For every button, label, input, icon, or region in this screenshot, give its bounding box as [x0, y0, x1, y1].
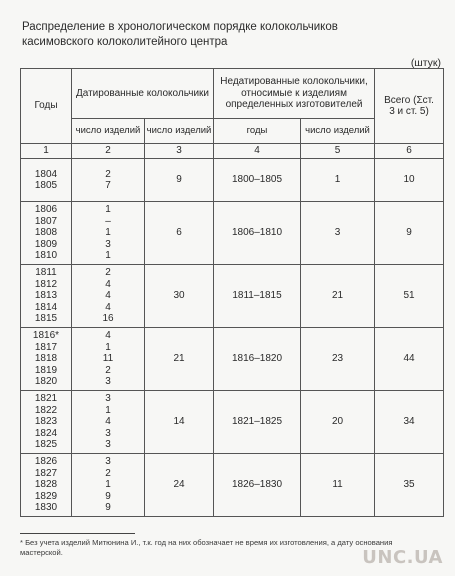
count-value: 4: [105, 301, 111, 313]
bells-table: [20, 68, 444, 517]
count-value: 16: [102, 313, 114, 325]
year-value: 1804: [34, 168, 58, 180]
count-value: –: [105, 215, 111, 227]
count-value: 2: [105, 168, 111, 180]
year-value: 1828: [34, 479, 58, 491]
year-value: 1813: [34, 290, 58, 302]
year-value: 1825: [34, 439, 58, 451]
range-cell: 1811–1815: [214, 265, 301, 328]
years-cell: [21, 454, 72, 517]
header-undated: Недатированные колокольчики, относимые к изделиям определенных изготовителей: [214, 69, 375, 119]
years-cell: [21, 391, 72, 454]
total-cell: 35: [375, 454, 444, 517]
count-value: 4: [105, 290, 111, 302]
total-cell: 34: [375, 391, 444, 454]
col-number: 5: [301, 144, 375, 159]
year-value: 1809: [34, 238, 58, 250]
count-value: 1: [105, 479, 111, 491]
table-row: [21, 391, 444, 454]
count-value: 1: [105, 204, 111, 216]
count-value: 2: [105, 364, 111, 376]
year-value: 1808: [34, 227, 58, 239]
title-line-2: касимовского колоколитейного центра: [22, 36, 228, 48]
header-row: [21, 69, 444, 119]
total-cell: 9: [375, 202, 444, 265]
range-cell: 1816–1820: [214, 328, 301, 391]
counts-cell: [72, 159, 145, 202]
year-value: 1829: [34, 490, 58, 502]
undated-count-cell: 20: [301, 391, 375, 454]
range-cell: 1821–1825: [214, 391, 301, 454]
count-value: 11: [102, 353, 114, 365]
count-value: 1: [105, 404, 111, 416]
year-value: 1830: [34, 502, 58, 514]
year-value: 1827: [34, 467, 58, 479]
dated-sum-cell: 30: [145, 265, 214, 328]
count-value: 7: [105, 180, 111, 191]
count-value: 4: [105, 278, 111, 290]
count-value: 3: [105, 456, 111, 468]
undated-count-cell: 11: [301, 454, 375, 517]
count-value: 3: [105, 238, 111, 250]
subheader-count-2: число изделий: [145, 119, 214, 144]
counts-cell: [72, 454, 145, 517]
count-value: 1: [105, 250, 111, 262]
dated-sum-cell: 14: [145, 391, 214, 454]
year-value: 1819: [34, 364, 58, 376]
years-cell: [21, 265, 72, 328]
count-value: 9: [105, 502, 111, 514]
year-value: 1822: [34, 404, 58, 416]
counts-cell: [72, 265, 145, 328]
table-row: [21, 265, 444, 328]
header-total: Всего (Σст. 3 и ст. 5): [375, 69, 444, 144]
subheader-years: годы: [214, 119, 301, 144]
count-value: 2: [105, 467, 111, 479]
count-value: 4: [105, 416, 111, 428]
col-number: 2: [72, 144, 145, 159]
count-value: 9: [105, 490, 111, 502]
total-cell: 10: [375, 159, 444, 202]
subheader-count-1: число изделий: [72, 119, 145, 144]
count-value: 3: [105, 393, 111, 405]
unit-label: (штук): [410, 57, 441, 69]
dated-sum-cell: 6: [145, 202, 214, 265]
total-cell: 51: [375, 265, 444, 328]
year-value: 1821: [34, 393, 58, 405]
header-dated: Датированные колокольчики: [72, 69, 214, 119]
undated-count-cell: 1: [301, 159, 375, 202]
year-value: 1824: [34, 427, 58, 439]
count-value: 3: [105, 439, 111, 451]
year-value: 1814: [34, 301, 58, 313]
year-value: 1812: [34, 278, 58, 290]
subheader-count-3: число изделий: [301, 119, 375, 144]
footnote: * Без учета изделий Митюнина И., т.к. год на них обозначает не время их изготовления, а дату основания мастерской.: [20, 538, 393, 557]
table-row: [21, 454, 444, 517]
total-cell: 44: [375, 328, 444, 391]
year-value: 1805: [34, 180, 58, 191]
dated-sum-cell: 9: [145, 159, 214, 202]
watermark-logo: UNC.UA: [362, 547, 443, 568]
years-cell: [21, 202, 72, 265]
year-value: 1815: [34, 313, 58, 325]
col-number: 4: [214, 144, 301, 159]
year-value: 1807: [34, 215, 58, 227]
column-number-row: [21, 144, 444, 159]
count-value: 3: [105, 427, 111, 439]
count-value: 1: [105, 341, 111, 353]
col-number: 1: [21, 144, 72, 159]
header-years: Годы: [21, 69, 72, 144]
year-value: 1820: [34, 376, 58, 388]
undated-count-cell: 21: [301, 265, 375, 328]
range-cell: 1800–1805: [214, 159, 301, 202]
undated-count-cell: 3: [301, 202, 375, 265]
count-value: 3: [105, 376, 111, 388]
table-row: [21, 202, 444, 265]
year-value: 1806: [34, 204, 58, 216]
table-body: [21, 159, 444, 517]
range-cell: 1806–1810: [214, 202, 301, 265]
footnote-divider: [20, 533, 135, 534]
undated-count-cell: 23: [301, 328, 375, 391]
year-value: 1823: [34, 416, 58, 428]
years-cell: [21, 159, 72, 202]
table-title: [22, 20, 422, 50]
years-cell: [21, 328, 72, 391]
dated-sum-cell: 24: [145, 454, 214, 517]
count-value: 4: [105, 330, 111, 342]
year-value: 1817: [34, 341, 58, 353]
year-value: 1818: [34, 353, 58, 365]
table-row: [21, 159, 444, 202]
count-value: 2: [105, 267, 111, 279]
table-row: [21, 328, 444, 391]
year-value: 1816*: [32, 330, 60, 342]
dated-sum-cell: 21: [145, 328, 214, 391]
range-cell: 1826–1830: [214, 454, 301, 517]
col-number: 6: [375, 144, 444, 159]
year-value: 1826: [34, 456, 58, 468]
year-value: 1811: [35, 267, 57, 279]
title-line-1: Распределение в хронологическом порядке колокольчиков: [22, 21, 338, 33]
counts-cell: [72, 328, 145, 391]
year-value: 1810: [34, 250, 58, 262]
counts-cell: [72, 202, 145, 265]
col-number: 3: [145, 144, 214, 159]
count-value: 1: [105, 227, 111, 239]
counts-cell: [72, 391, 145, 454]
